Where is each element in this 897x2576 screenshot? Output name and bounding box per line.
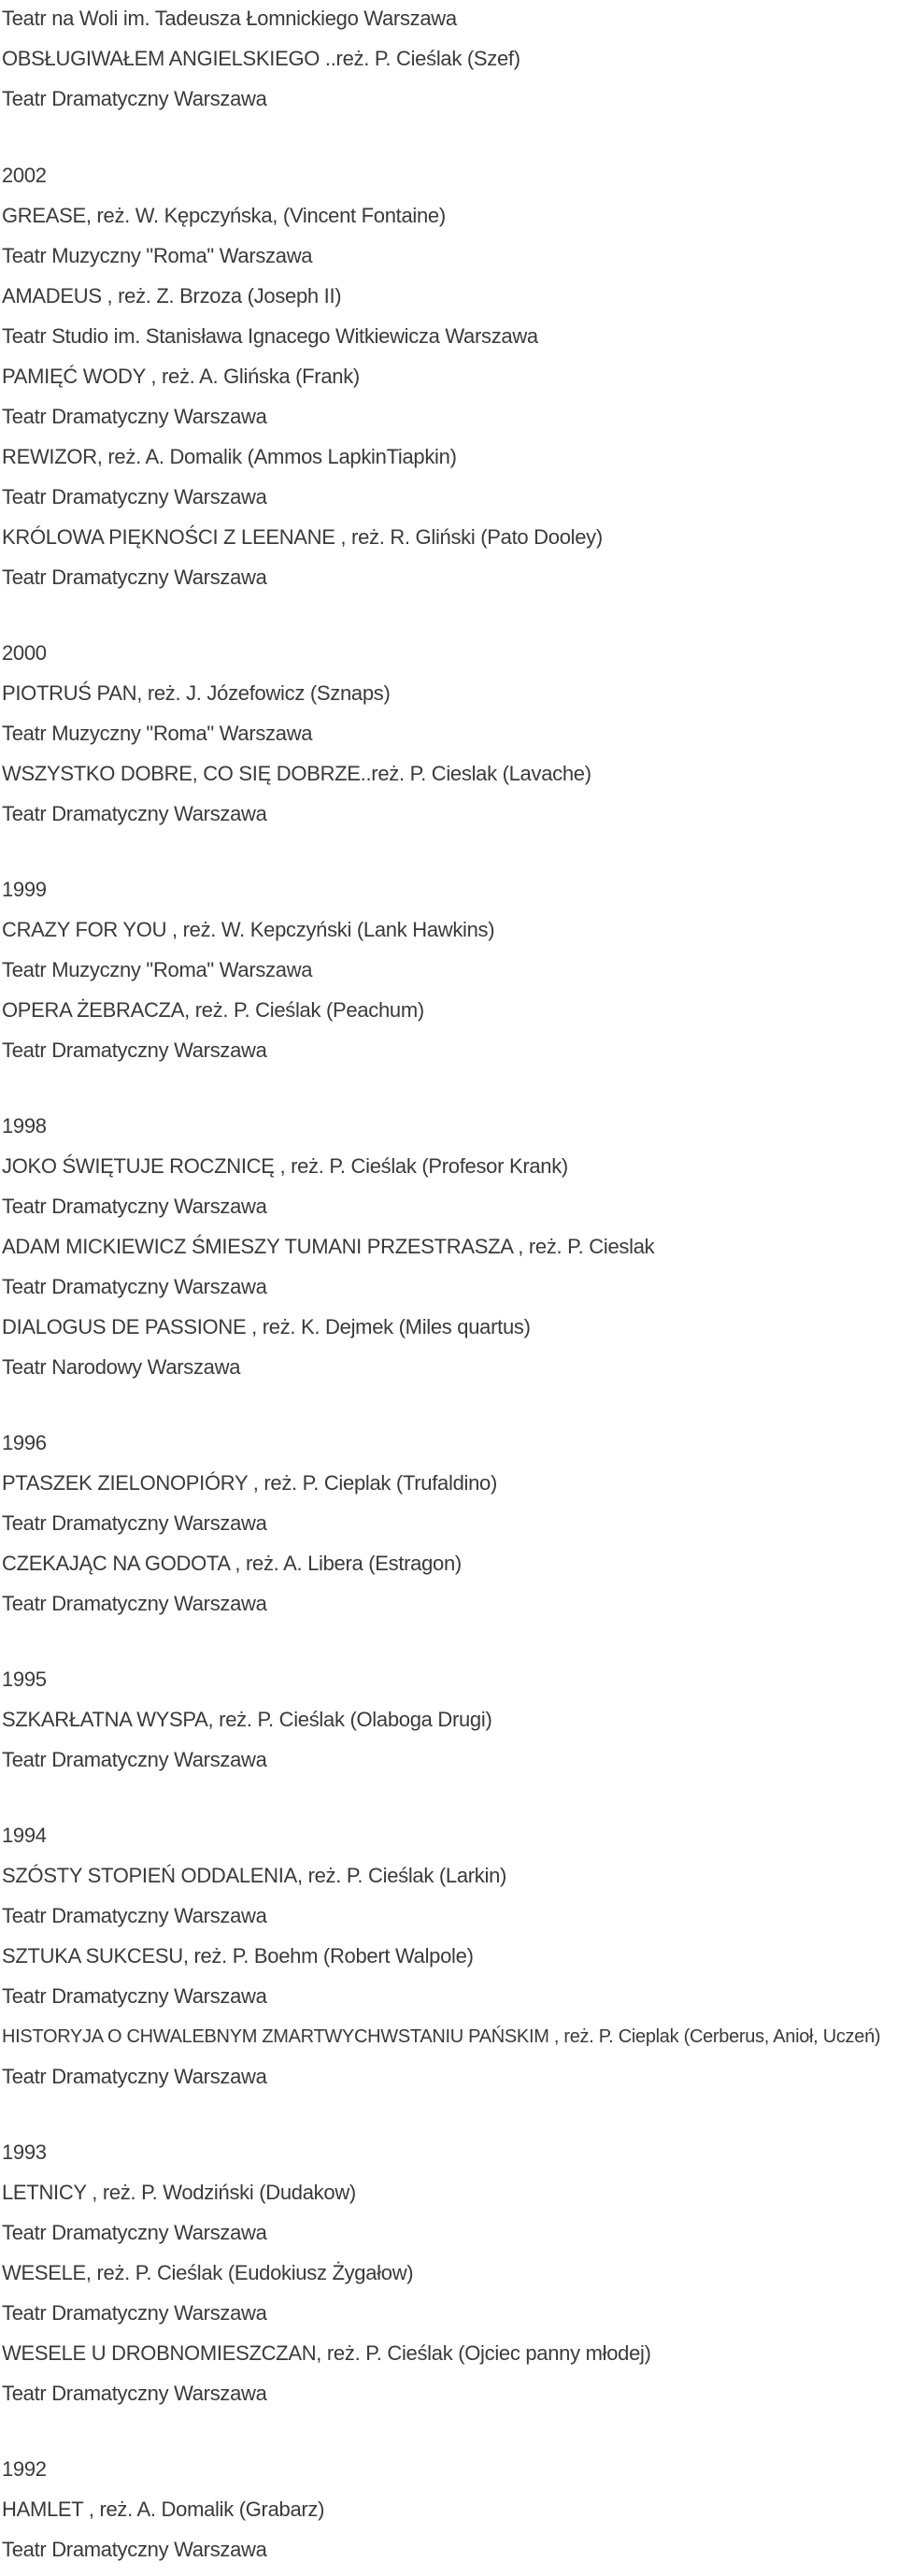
text-line: SZKARŁATNA WYSPA, reż. P. Cieślak (Olaboga Drugi) — [2, 1708, 492, 1731]
text-line: Teatr na Woli im. Tadeusza Łomnickiego Warszawa — [2, 7, 457, 30]
text-line: PTASZEK ZIELONOPIÓRY , reż. P. Cieplak (Trufaldino) — [2, 1471, 497, 1495]
text-line: CRAZY FOR YOU , reż. W. Kepczyński (Lank Hawkins) — [2, 918, 495, 941]
text-line: Teatr Dramatyczny Warszawa — [2, 1904, 267, 1927]
text-line: Teatr Dramatyczny Warszawa — [2, 2382, 267, 2405]
year-heading: 1995 — [2, 1667, 47, 1691]
year-heading: 1998 — [2, 1114, 47, 1138]
text-line: Teatr Narodowy Warszawa — [2, 1355, 241, 1379]
year-heading: 2002 — [2, 164, 47, 187]
text-line: Teatr Dramatyczny Warszawa — [2, 405, 267, 428]
text-line: HISTORYJA O CHWALEBNYM ZMARTWYCHWSTANIU PAŃSKIM , reż. P. Cieplak (Cerberus, Anioł, Uczeń) — [2, 2026, 881, 2047]
text-line: PIOTRUŚ PAN, reż. J. Józefowicz (Sznaps) — [2, 681, 391, 705]
text-line: Teatr Dramatyczny Warszawa — [2, 1592, 267, 1615]
text-line: OPERA ŻEBRACZA, reż. P. Cieślak (Peachum) — [2, 998, 424, 1022]
text-line: PAMIĘĆ WODY , reż. A. Glińska (Frank) — [2, 365, 360, 388]
text-line: Teatr Dramatyczny Warszawa — [2, 1511, 267, 1535]
text-line: Teatr Muzyczny "Roma" Warszawa — [2, 244, 313, 267]
year-heading: 1996 — [2, 1431, 47, 1454]
text-line: WESELE, reż. P. Cieślak (Eudokiusz Żygałow) — [2, 2261, 414, 2284]
text-line: Teatr Dramatyczny Warszawa — [2, 1275, 267, 1298]
text-line: WSZYSTKO DOBRE, CO SIĘ DOBRZE..reż. P. Cieslak (Lavache) — [2, 762, 591, 785]
text-line: Teatr Dramatyczny Warszawa — [2, 2538, 267, 2561]
text-line: DIALOGUS DE PASSIONE , reż. K. Dejmek (Miles quartus) — [2, 1315, 531, 1338]
text-line: OBSŁUGIWAŁEM ANGIELSKIEGO ..reż. P. Cieślak (Szef) — [2, 47, 520, 70]
text-line: Teatr Dramatyczny Warszawa — [2, 565, 267, 589]
year-heading: 1999 — [2, 878, 47, 901]
text-line: GREASE, reż. W. Kępczyńska, (Vincent Fontaine) — [2, 204, 446, 227]
text-line: Teatr Dramatyczny Warszawa — [2, 1195, 267, 1218]
text-line: JOKO ŚWIĘTUJE ROCZNICĘ , reż. P. Cieślak (Profesor Krank) — [2, 1154, 568, 1178]
text-line: SZÓSTY STOPIEŃ ODDALENIA, reż. P. Cieślak (Larkin) — [2, 1864, 507, 1887]
year-heading: 1993 — [2, 2140, 47, 2164]
text-line: Teatr Dramatyczny Warszawa — [2, 2301, 267, 2325]
text-line: Teatr Muzyczny "Roma" Warszawa — [2, 958, 313, 981]
year-heading: 1992 — [2, 2457, 47, 2481]
text-line: Teatr Dramatyczny Warszawa — [2, 1984, 267, 2008]
text-line: CZEKAJĄC NA GODOTA , reż. A. Libera (Estragon) — [2, 1552, 462, 1575]
text-line: HAMLET , reż. A. Domalik (Grabarz) — [2, 2497, 325, 2521]
text-line: Teatr Dramatyczny Warszawa — [2, 485, 267, 508]
text-line: ADAM MICKIEWICZ ŚMIESZY TUMANI PRZESTRASZA , reż. P. Cieslak — [2, 1235, 655, 1258]
text-line: REWIZOR, reż. A. Domalik (Ammos LapkinTiapkin) — [2, 445, 457, 468]
text-line: Teatr Dramatyczny Warszawa — [2, 802, 267, 825]
text-line: Teatr Dramatyczny Warszawa — [2, 87, 267, 110]
text-line: Teatr Dramatyczny Warszawa — [2, 1748, 267, 1771]
text-line: LETNICY , reż. P. Wodziński (Dudakow) — [2, 2181, 356, 2204]
text-line: Teatr Muzyczny "Roma" Warszawa — [2, 722, 313, 745]
text-line: Teatr Dramatyczny Warszawa — [2, 2065, 267, 2088]
text-line: WESELE U DROBNOMIESZCZAN, reż. P. Cieślak (Ojciec panny młodej) — [2, 2341, 651, 2365]
text-line: AMADEUS , reż. Z. Brzoza (Joseph II) — [2, 284, 342, 308]
text-line: Teatr Dramatyczny Warszawa — [2, 2221, 267, 2244]
text-line: Teatr Studio im. Stanisława Ignacego Witkiewicza Warszawa — [2, 324, 538, 348]
text-line: KRÓLOWA PIĘKNOŚCI Z LEENANE , reż. R. Gliński (Pato Dooley) — [2, 525, 603, 549]
year-heading: 1994 — [2, 1824, 47, 1847]
text-line: Teatr Dramatyczny Warszawa — [2, 1038, 267, 1062]
year-heading: 2000 — [2, 641, 47, 665]
text-line: SZTUKA SUKCESU, reż. P. Boehm (Robert Walpole) — [2, 1944, 474, 1968]
